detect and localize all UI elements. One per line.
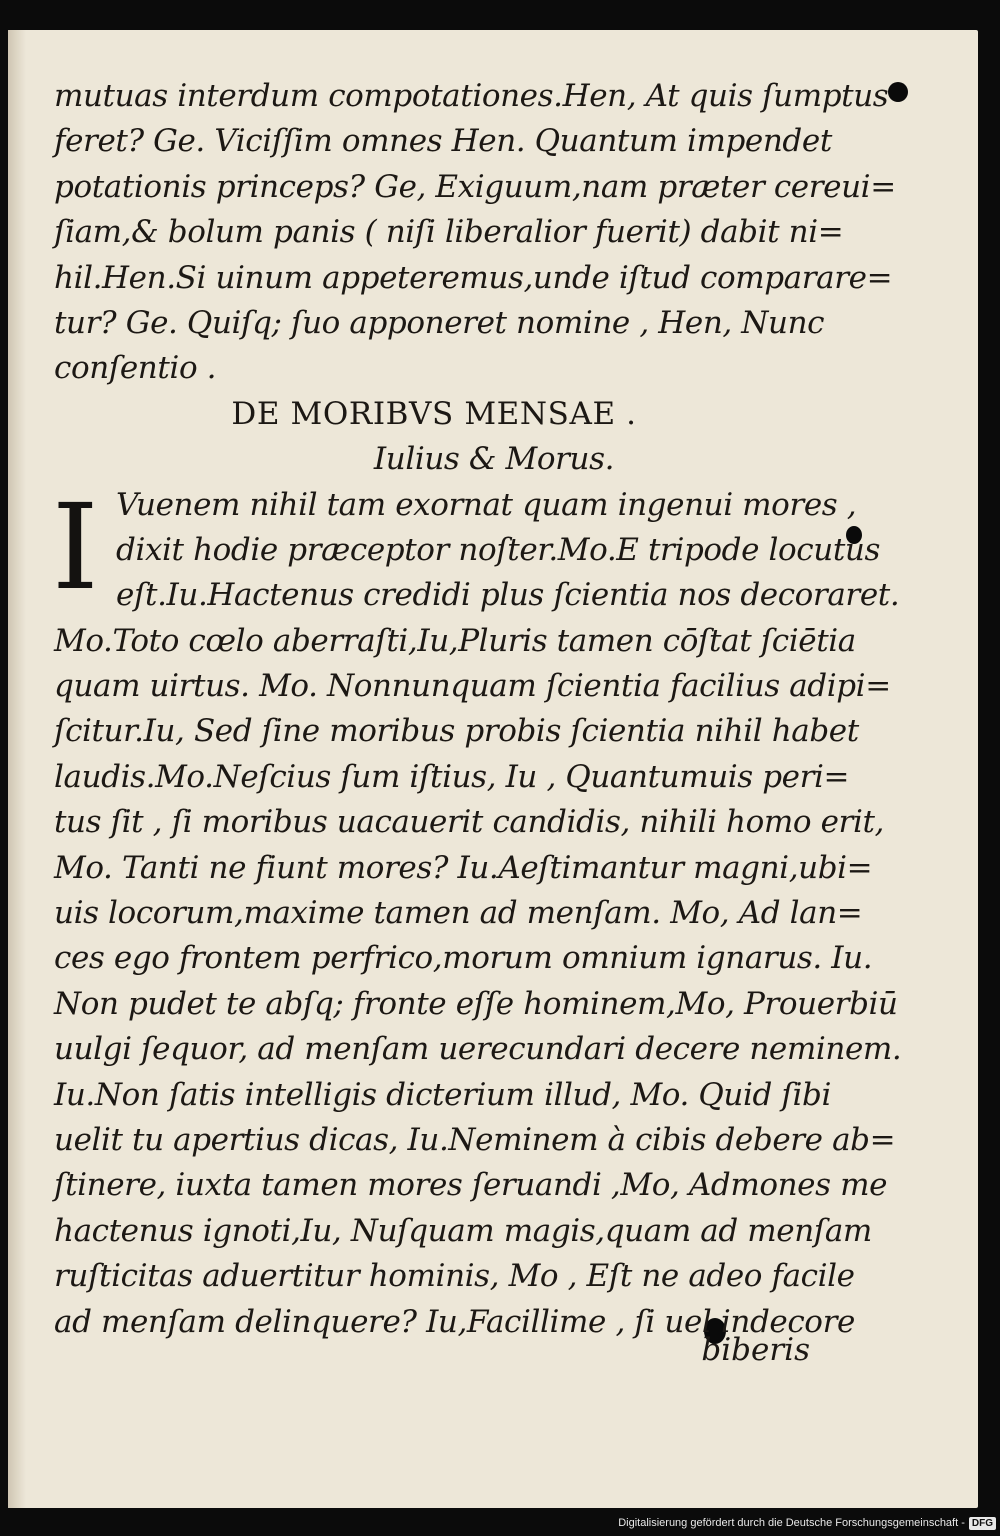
dialogue-line: ſtinere, iuxta tamen mores ſeruandi ,Mo, Admones me	[54, 1167, 888, 1204]
dialogue-line: tus ſit , ſi moribus uacauerit candidis, nihili homo erit,	[54, 804, 884, 841]
dialogue-line: ad menſam delinquere? Iu,Facillime , ſi uel indecore	[54, 1303, 855, 1340]
credit-text: Digitalisierung gefördert durch die Deutsche Forschungsgemeinschaft -	[618, 1517, 965, 1529]
digitization-credit	[618, 1512, 996, 1534]
dialogue-line: eſt.Iu.Hactenus credidi plus ſcientia nos decoraret.	[116, 577, 900, 614]
dialogue-line: dixit hodie præceptor noſter.Mo.E tripode locutus	[116, 531, 880, 568]
dialogue-line: laudis.Mo.Neſcius ſum iſtius, Iu , Quantumuis peri=	[54, 758, 850, 795]
text-line: conſentio .	[54, 350, 217, 387]
text-line: tur? Ge. Quiſq; ſuo apponeret nomine , Hen, Nunc	[54, 304, 825, 341]
dialogue-line: uelit tu apertius dicas, Iu.Neminem à cibis debere ab=	[54, 1121, 896, 1158]
dialogue-line: hactenus ignoti,Iu, Nuſquam magis,quam ad menſam	[54, 1212, 872, 1249]
dialogue-line: ces ego frontem perfrico,morum omnium ignarus. Iu.	[54, 940, 873, 977]
dialogue-line: Vuenem nihil tam exornat quam ingenui mores ,	[116, 486, 857, 523]
dialogue-line: Mo.Toto cœlo aberraſti,Iu,Pluris tamen cōſtat ſciētia	[54, 622, 856, 659]
dialogue-line: Non pudet te abſq; fronte eſſe hominem,Mo, Prouerbiū	[54, 985, 898, 1022]
dialogue-line: ruſticitas aduertitur hominis, Mo , Eſt ne adeo facile	[54, 1258, 855, 1295]
drop-capital: I	[52, 478, 99, 616]
dfg-logo: DFG	[969, 1517, 996, 1530]
text-line: ſiam,& bolum panis ( niſi liberalior fuerit) dabit ni=	[54, 214, 844, 251]
dialogue-line: Mo. Tanti ne fiunt mores? Iu.Aeſtimantur magni,ubi=	[54, 849, 873, 886]
text-line: feret? Ge. Viciſſim omnes Hen. Quantum impendet	[54, 123, 832, 160]
dialogue-line: quam uirtus. Mo. Nonnunquam ſcientia facilius adipi=	[54, 668, 891, 705]
section-heading: DE MORIBVS MENSAE .	[231, 395, 637, 432]
text-line: mutuas interdum compotationes.Hen, At quis ſumptus	[54, 78, 889, 114]
binding-hole-top	[888, 82, 908, 102]
text-line: potationis princeps? Ge, Exiguum,nam præter cereui=	[54, 168, 896, 205]
dialogue-speakers: Iulius & Morus.	[373, 441, 615, 478]
page-text	[54, 74, 902, 1345]
page-gutter-shadow	[8, 30, 26, 1508]
dialogue-line: uulgi ſequor, ad menſam uerecundari decere neminem.	[54, 1031, 902, 1068]
dialogue-line: uis locorum,maxime tamen ad menſam. Mo, Ad lan=	[54, 895, 863, 932]
dialogue-line: Iu.Non ſatis intelligis dicterium illud, Mo. Quid ſibi	[54, 1076, 831, 1113]
dialogue-line: ſcitur.Iu, Sed ſine moribus probis ſcientia nihil habet	[54, 713, 859, 750]
text-line: hil.Hen.Si uinum appeteremus,unde iſtud comparare=	[54, 259, 893, 296]
catchword: biberis	[701, 1332, 810, 1368]
